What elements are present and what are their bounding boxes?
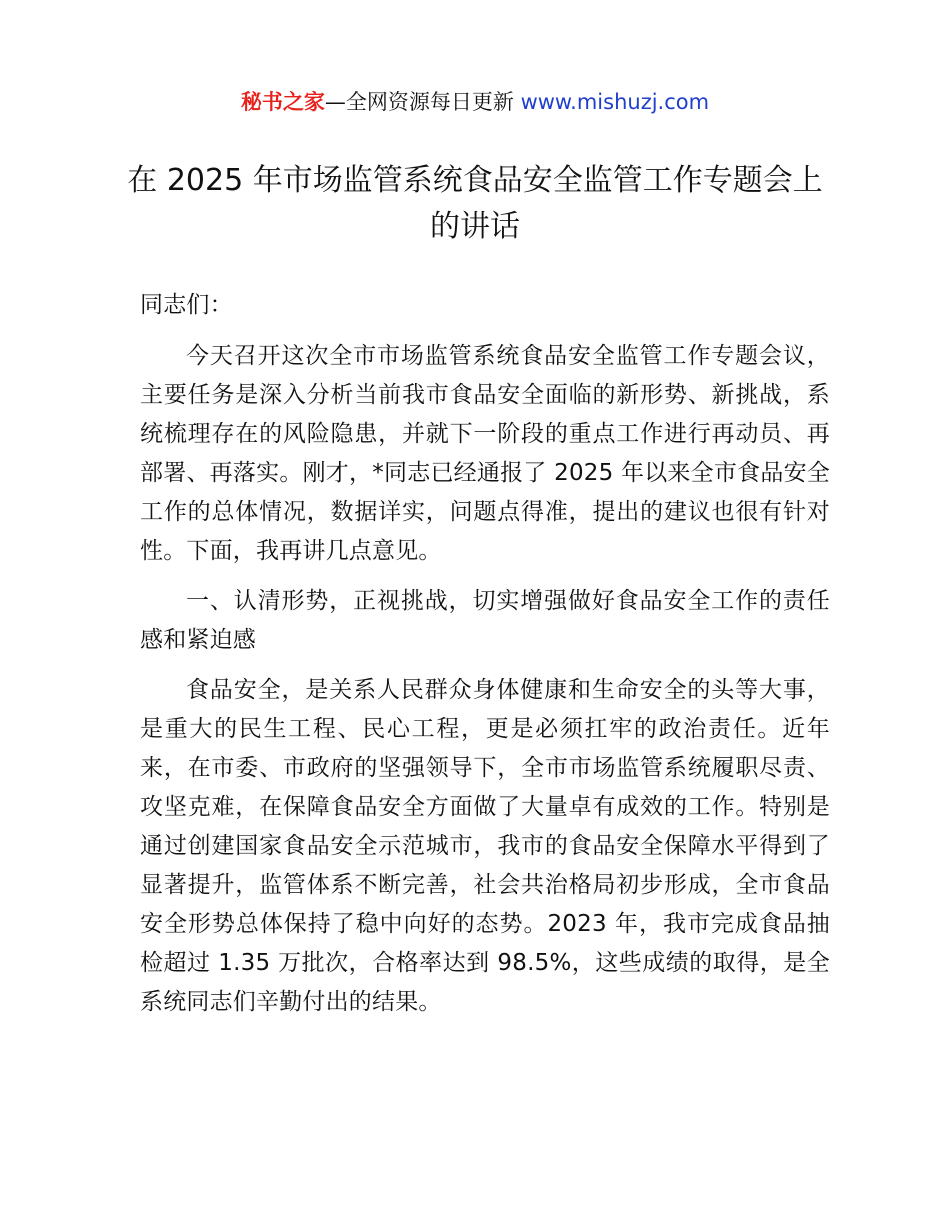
salutation: 同志们： xyxy=(140,292,233,318)
paragraph-intro: 今天召开这次全市市场监管系统食品安全监管工作专题会议，主要任务是深入分析当前我市食品安全面临的新形势、新挑战，系统梳理存在的风险隐患，并就下一阶段的重点工作进行再动员、再部署、再落实。刚才，*同志已经通报了 2025 年以来全市食品安全工作的总体情况，数据详实，问题点得准，提出的建议也很有针对性。下面，我再讲几点意见。 xyxy=(140,343,830,564)
section-heading-1: 一、认清形势，正视挑战，切实增强做好食品安全工作的责任感和紧迫感 xyxy=(140,588,830,653)
document-body xyxy=(140,286,830,1033)
paragraph-food-safety: 食品安全，是关系人民群众身体健康和生命安全的头等大事，是重大的民生工程、民心工程，更是必须扛牢的政治责任。近年来，在市委、市政府的坚强领导下，全市市场监管系统履职尽责、攻坚克难，在保障食品安全方面做了大量卓有成效的工作。特别是通过创建国家食品安全示范城市，我市的食品安全保障水平得到了显著提升，监管体系不断完善，社会共治格局初步形成，全市食品安全形势总体保持了稳中向好的态势。2023 年，我市完成食品抽检超过 1.35 万批次，合格率达到 98.5%，这些成绩的取得，是全系统同志们辛勤付出的结果。 xyxy=(140,677,830,1015)
site-tagline: —全网资源每日更新 xyxy=(324,90,521,114)
site-banner xyxy=(0,86,950,118)
document-title: 在 2025 年市场监管系统食品安全监管工作专题会上的讲话 xyxy=(127,163,823,244)
site-url[interactable]: www.mishuzj.com xyxy=(520,90,710,114)
site-brand: 秘书之家 xyxy=(240,90,325,114)
